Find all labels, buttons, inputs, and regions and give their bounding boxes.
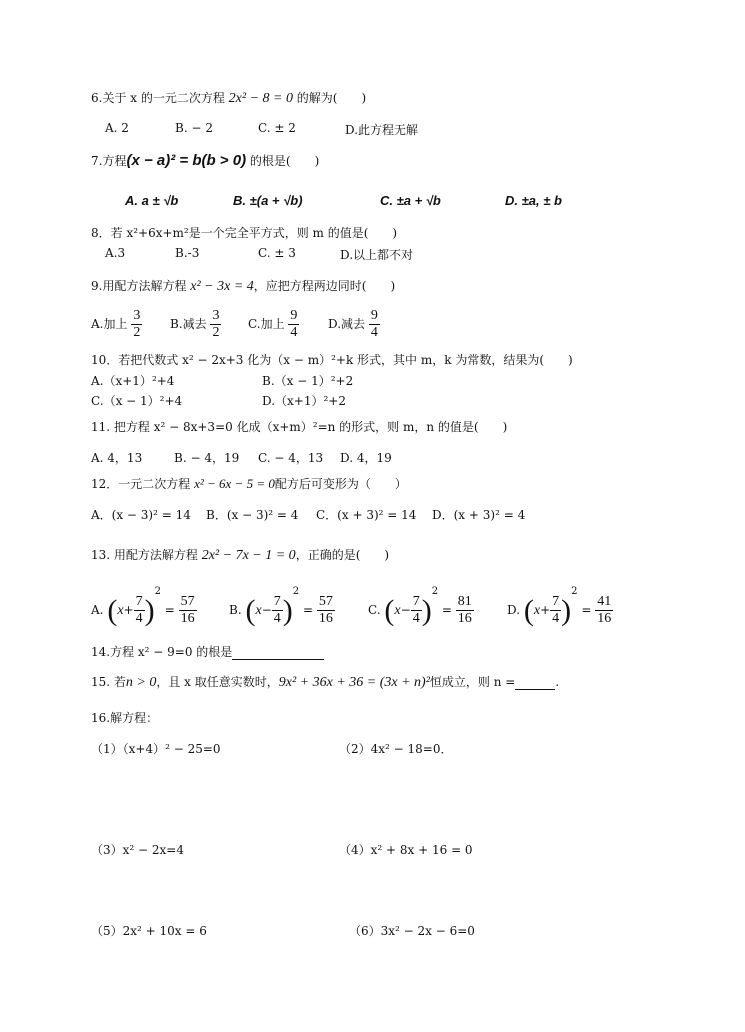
q8-option-d: D.以上都不对 <box>340 248 414 262</box>
q16-item-4: （4）x² + 8x + 16 = 0 <box>339 843 473 857</box>
q13-stem-prefix: 13. 用配方法解方程 <box>91 548 202 562</box>
question-8: 8．若 x²+6x+m²是一个完全平方式，则 m 的值是( ) <box>91 226 398 240</box>
q9-option-d: D.减去 $\frac{9}{4}$ <box>328 308 378 340</box>
q11-option-a: A. 4，13 <box>91 451 143 465</box>
q9-option-a: A.加上 $\frac{3}{2}$ <box>91 308 141 340</box>
q7-option-d: D. ±a, ± b <box>505 193 562 208</box>
q9-fraction-a: $\frac{3}{2}$ <box>133 308 141 340</box>
q13-stem-suffix: ，正确的是( ) <box>295 548 390 562</box>
q7-option-a: A. a ± √b <box>125 193 179 208</box>
q6-equation: 2x² − 8 = 0 <box>228 91 293 106</box>
q9-option-c: C.加上 $\frac{9}{4}$ <box>248 308 298 340</box>
q6-option-d: D.此方程无解 <box>345 123 419 137</box>
q10-option-a: A.（x+1）²+4 <box>91 374 175 388</box>
q14-stem: 14.方程 x² − 9=0 的根是 <box>91 645 233 659</box>
q6-stem-suffix: 的解为( ) <box>292 91 367 105</box>
q16-item-5: （5）2x² + 10x = 6 <box>91 924 207 938</box>
question-11: 11. 把方程 x² − 8x+3=0 化成（x+m）²=n 的形式，则 m，n 的值是( ) <box>91 420 508 434</box>
q13-option-a: A. (x+ $\frac{7}{4}$ )$^2$ = $\frac{57}{16}$ <box>91 586 195 627</box>
q9-option-b: B.减去 $\frac{3}{2}$ <box>170 308 220 340</box>
q16-item-2: （2）4x² − 18=0． <box>339 742 453 756</box>
question-7 <box>91 152 319 169</box>
q13-option-c: C. (x− $\frac{7}{4}$ )$^2$ = $\frac{81}{16}$ <box>368 586 472 627</box>
q7-option-c: C. ±a + √b <box>380 193 441 208</box>
q11-option-d: D. 4，19 <box>340 451 392 465</box>
q12-option-b: B．(x − 3)² = 4 <box>206 508 299 522</box>
question-9 <box>91 277 395 295</box>
q6-option-c: C. ± 2 <box>258 121 296 135</box>
q7-stem-suffix: 的根是( ) <box>246 154 320 168</box>
q10-option-b: B.（x − 1）²+2 <box>262 374 354 388</box>
q12-stem-prefix: 12．一元二次方程 <box>91 477 195 491</box>
q9-stem-suffix: ，应把方程两边同时( ) <box>253 279 396 293</box>
q12-option-d: D．(x + 3)² = 4 <box>432 508 526 522</box>
q8-option-c: C. ± 3 <box>258 246 296 260</box>
q7-option-b: B. ±(a + √b) <box>233 193 303 208</box>
q12-option-c: C．(x + 3)² = 14 <box>316 508 417 522</box>
q7-equation: (x − a)² = b(b > 0) <box>126 152 247 169</box>
question-14 <box>91 643 324 660</box>
question-15: 15. 若n > 0，且 x 取任意实数时，9x² + 36x + 36 = (3x + n)²恒成立，则 n = . <box>91 675 560 690</box>
q9-fraction-d: $\frac{9}{4}$ <box>370 308 378 340</box>
q6-stem-prefix: 6.关于 x 的一元二次方程 <box>91 91 229 105</box>
q13-option-b: B. (x− $\frac{7}{4}$ )$^2$ = $\frac{57}{16}$ <box>229 586 333 627</box>
question-6 <box>91 89 366 107</box>
question-16-title: 16.解方程： <box>91 711 159 725</box>
q11-option-b: B. − 4，19 <box>174 451 240 465</box>
q15-condition: n > 0 <box>125 675 157 690</box>
q15-equation: 9x² + 36x + 36 = (3x + n)² <box>278 675 430 690</box>
question-12 <box>91 475 407 492</box>
question-10: 10．若把代数式 x² − 2x+3 化为（x − m）²+k 形式，其中 m，k 为常数，结果为( ) <box>91 353 573 367</box>
q16-item-3: （3）x² − 2x=4 <box>91 843 184 857</box>
q7-stem-prefix: 7.方程 <box>91 154 127 168</box>
q12-stem-suffix: 配方后可变形为（ ） <box>274 477 407 491</box>
q8-option-a: A.3 <box>105 246 126 260</box>
q6-option-a: A. 2 <box>105 121 129 135</box>
q12-option-a: A．(x − 3)² = 14 <box>91 508 191 522</box>
q10-option-d: D.（x+1）²+2 <box>262 394 346 408</box>
q15-answer-blank[interactable] <box>515 675 555 690</box>
q10-option-c: C.（x − 1）²+4 <box>91 394 183 408</box>
question-13 <box>91 546 389 564</box>
q11-option-c: C. − 4，13 <box>258 451 324 465</box>
q8-option-b: B.-3 <box>175 246 200 260</box>
q12-equation: x² − 6x − 5 = 0 <box>194 476 275 491</box>
q14-answer-blank[interactable] <box>232 645 324 660</box>
q13-equation: 2x² − 7x − 1 = 0 <box>201 548 296 563</box>
q6-option-b: B. − 2 <box>175 121 213 135</box>
q9-fraction-b: $\frac{3}{2}$ <box>212 308 220 340</box>
q16-item-6: （6）3x² − 2x − 6=0 <box>349 924 475 938</box>
q9-fraction-c: $\frac{9}{4}$ <box>290 308 298 340</box>
q16-item-1: （1）（x+4）² − 25=0 <box>91 742 221 756</box>
q9-stem-prefix: 9.用配方法解方程 <box>91 279 191 293</box>
q9-equation: x² − 3x = 4 <box>190 279 254 294</box>
q13-option-d: D. (x+ $\frac{7}{4}$ )$^2$ = $\frac{41}{16}$ <box>507 586 612 627</box>
